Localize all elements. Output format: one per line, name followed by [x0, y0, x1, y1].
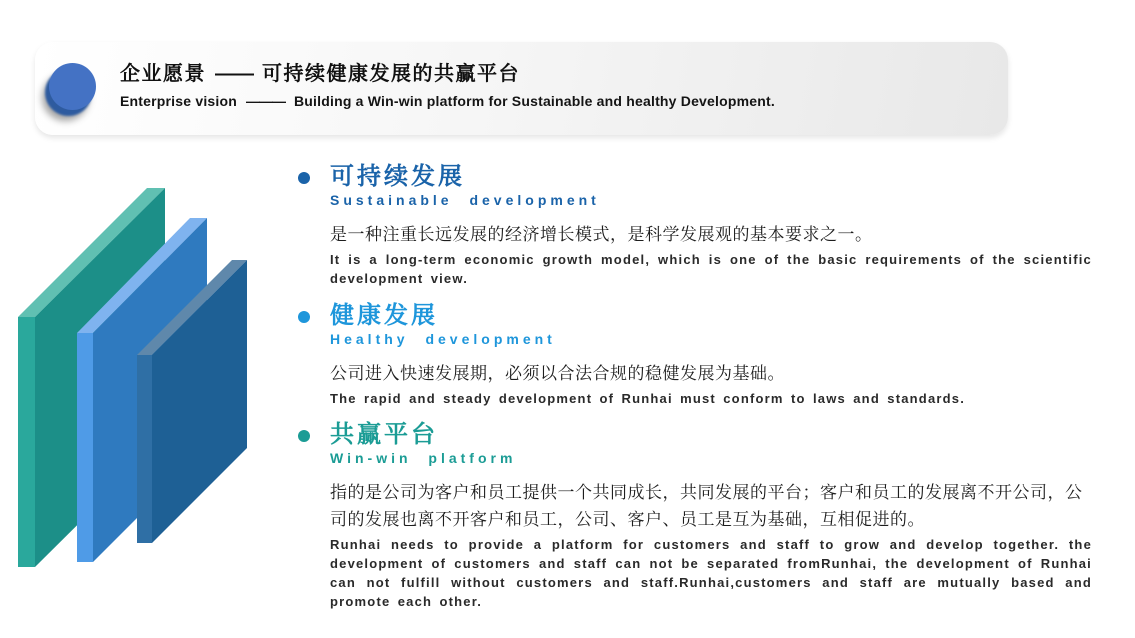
- subtitle-dash: ———: [246, 93, 285, 109]
- title-dash: ——: [215, 63, 253, 85]
- header-banner: [35, 42, 1008, 135]
- section-title-en: Sustainable development: [330, 192, 600, 208]
- page-subtitle-right: Building a Win-win platform for Sustainable and healthy Development.: [294, 93, 775, 109]
- teal-panel-side-face: [18, 317, 35, 567]
- bullet-dot-icon: [298, 172, 310, 184]
- bullet-dot-icon: [298, 311, 310, 323]
- page-subtitle-left: Enterprise vision: [120, 93, 237, 109]
- section-win-win-platform: [297, 421, 1092, 611]
- section-body-en: Runhai needs to provide a platform for customers and staff to grow and develop together. the development of customers and staff can not be separated fromRunhai, the development of Runhai can not fulfill without customers and staff.Runhai,customers and staff are mutually based and promote each other.: [330, 537, 1092, 609]
- page-subtitle: [120, 91, 775, 111]
- header-text: [120, 59, 775, 111]
- section-texts: [330, 421, 1092, 611]
- section-body-cn: 指的是公司为客户和员工提供一个共同成长，共同发展的平台；客户和员工的发展离不开公司，公司的发展也离不开客户和员工，公司、客户、员工是互为基础，互相促进的。: [330, 483, 1083, 529]
- section-texts: [330, 302, 1092, 408]
- section-title-cn: 健康发展: [330, 302, 438, 329]
- section-title-cn: 可持续发展: [330, 163, 465, 190]
- section-healthy-development: [297, 302, 1092, 408]
- bullet-dot-icon: [298, 430, 310, 442]
- page-title: [120, 59, 775, 89]
- section-texts: [330, 163, 1092, 288]
- section-body-en: It is a long-term economic growth model, which is one of the basic requirements of the scientific development view.: [330, 252, 1092, 286]
- page-title-cn-right: 可持续健康发展的共赢平台: [262, 63, 520, 85]
- section-sustainable-development: [297, 163, 1092, 288]
- section-body-en: The rapid and steady development of Runhai must conform to laws and standards.: [330, 391, 966, 406]
- logo-circle: [45, 62, 101, 120]
- section-title-en: Win-win platform: [330, 450, 517, 466]
- page-title-cn-left: 企业愿景: [120, 63, 206, 85]
- section-body-cn: 公司进入快速发展期，必须以合法合规的稳健发展为基础。: [330, 364, 785, 383]
- blue-panel-side-face: [77, 333, 93, 562]
- three-panels-graphic: [0, 170, 260, 590]
- section-title-en: Healthy development: [330, 331, 556, 347]
- section-title-cn: 共赢平台: [330, 421, 438, 448]
- section-body-cn: 是一种注重长远发展的经济增长模式，是科学发展观的基本要求之一。: [330, 225, 873, 244]
- logo-sphere-icon: [49, 63, 96, 110]
- dark-blue-panel-side-face: [137, 355, 152, 543]
